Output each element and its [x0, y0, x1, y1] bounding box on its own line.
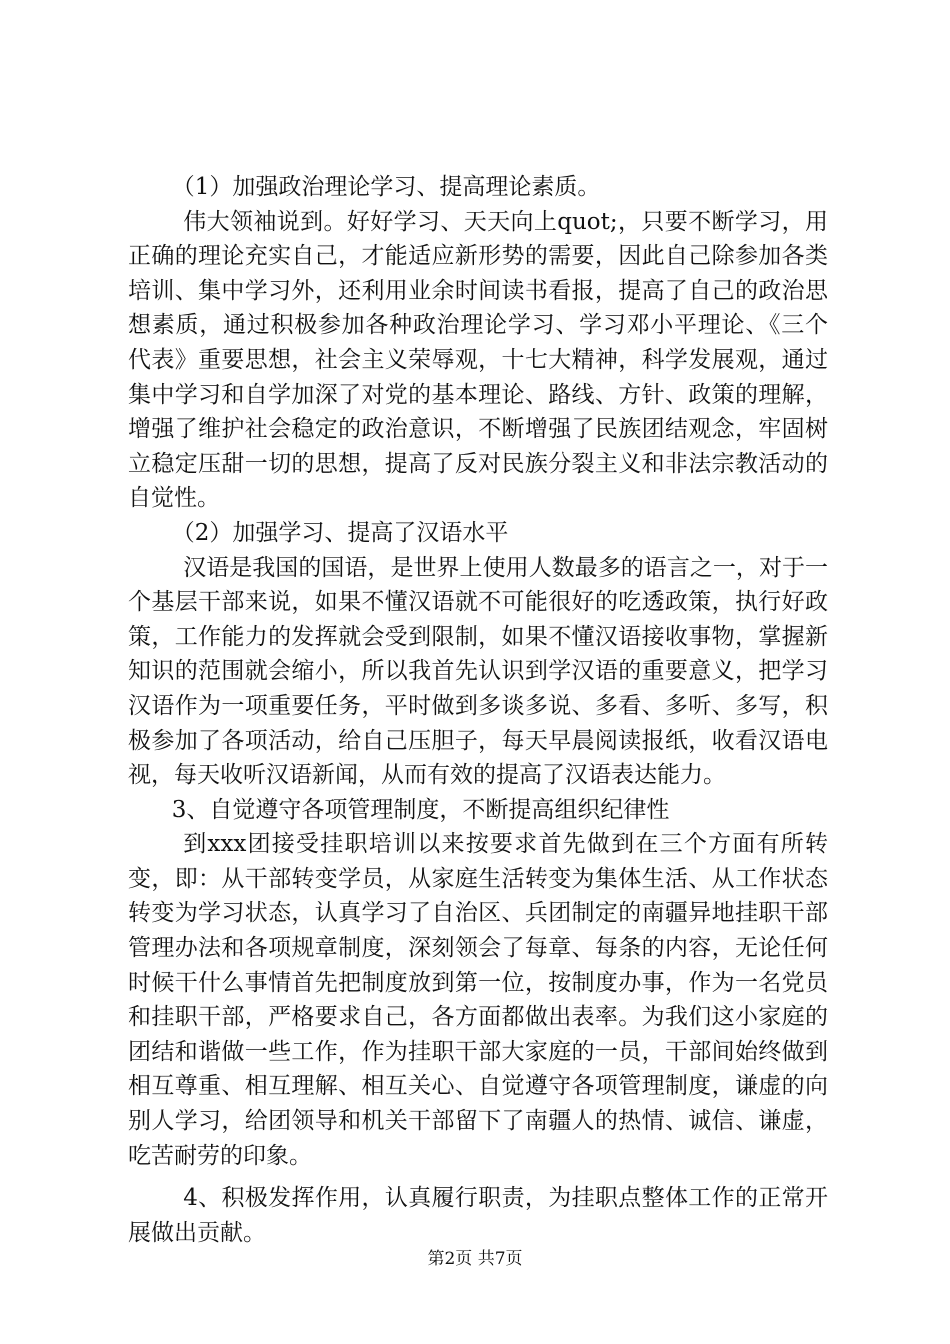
document-body [128, 170, 828, 1250]
section-heading-chinese-study: （2）加强学习、提高了汉语水平 [171, 519, 509, 546]
paragraph-political-study: 伟大领袖说到。好好学习、天天向上quot;，只要不断学习，用正确的理论充实自己，才能适应新形势的需要，因此自己除参加各类培训、集中学习外，还利用业余时间读书看报，提高了自己的政治思想素质，通过积极参加各种政治理论学习、学习邓小平理论、《三个代表》重要思想，社会主义荣辱观，十七大精神，科学发展观，通过集中学习和自学加深了对党的基本理论、路线、方针、政策的理解，增强了维护社会稳定的政治意识，不断增强了民族团结观念，牢固树立稳定压甜一切的思想，提高了反对民族分裂主义和非法宗教活动的自觉性。 [128, 208, 828, 512]
section-heading-political-study: （1）加强政治理论学习、提高理论素质。 [171, 174, 601, 200]
paragraph-chinese-study: 汉语是我国的国语，是世界上使用人数最多的语言之一，对于一个基层干部来说，如果不懂汉语就不可能很好的吃透政策，执行好政策，工作能力的发挥就会受到限制，如果不懂汉语接收事物，掌握新知识的范围就会缩小，所以我首先认识到学汉语的重要意义，把学习汉语作为一项重要任务，平时做到多谈多说、多看、多听、多写，积极参加了各项活动，给自己压胆子，每天早晨阅读报纸，收看汉语电视，每天收听汉语新闻，从而有效的提高了汉语表达能力。 [128, 554, 828, 789]
page-number-footer: 第2页 共7页 [427, 1249, 523, 1269]
section-heading-duties: 4、积极发挥作用，认真履行职责，为挂职点整体工作的正常开展做出贡献。 [128, 1185, 828, 1246]
paragraph-discipline: 到xxx团接受挂职培训以来按要求首先做到在三个方面有所转变，即：从干部转变学员，从家庭生活转变为集体生活、从工作状态转变为学习状态，认真学习了自治区、兵团制定的南疆异地挂职干部管理办法和各项规章制度，深刻领会了每章、每条的内容，无论任何时候干什么事情首先把制度放到第一位，按制度办事，作为一名党员和挂职干部，严格要求自己，各方面都做出表率。为我们这小家庭的团结和谐做一些工作，作为挂职干部大家庭的一员，干部间始终做到相互尊重、相互理解、相互关心、自觉遵守各项管理制度，谦虚的向别人学习，给团领导和机关干部留下了南疆人的热情、诚信、谦虚，吃苦耐劳的印象。 [128, 831, 828, 1169]
section-heading-discipline: 3、自觉遵守各项管理制度，不断提高组织纪律性 [171, 796, 670, 823]
